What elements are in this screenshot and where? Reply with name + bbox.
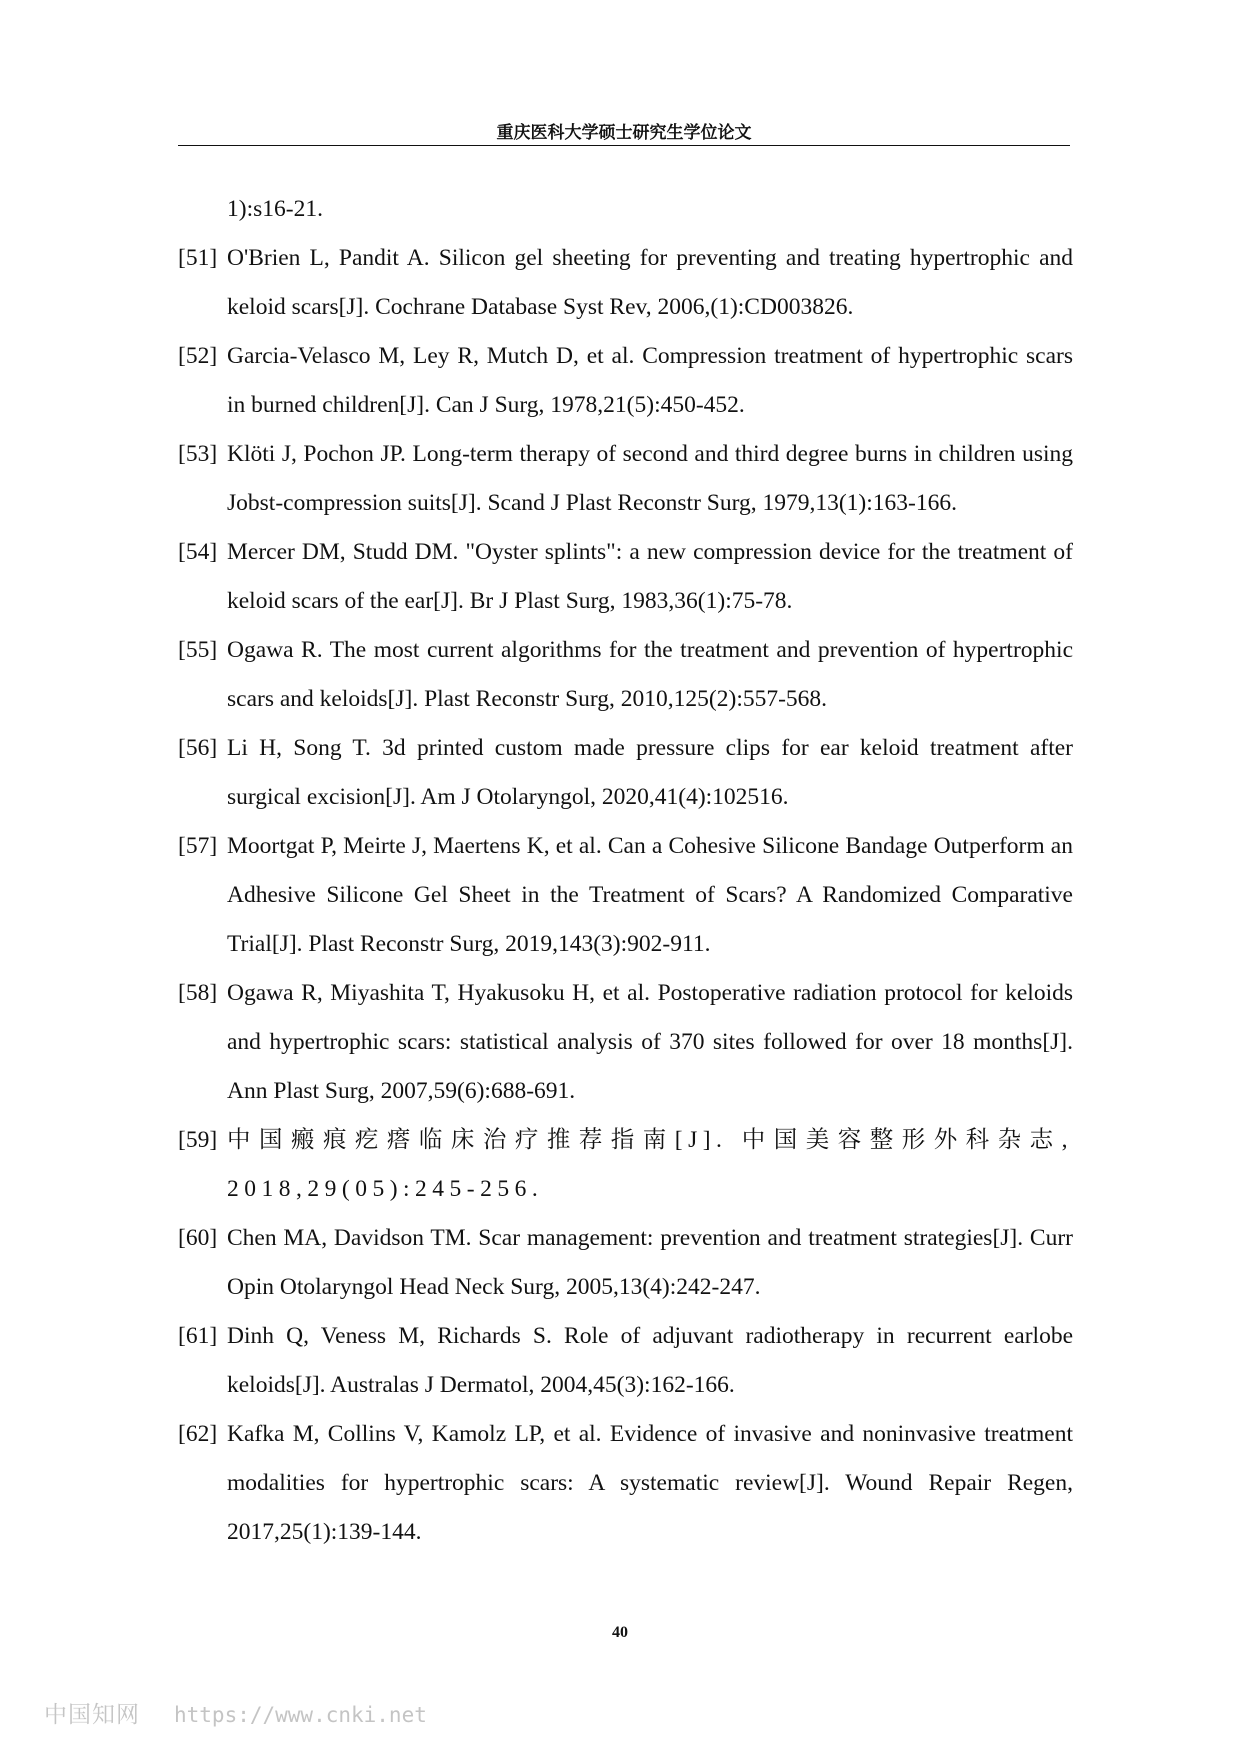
reference-item	[178, 430, 1073, 528]
reference-item	[178, 1116, 1073, 1214]
reference-number: [57]	[178, 833, 218, 859]
reference-text: Ogawa R, Miyashita T, Hyakusoku H, et al. Postoperative radiation protocol for keloids and hypertrophic scars: statistical analysis of 370 sites followed for over 18 months[J]. Ann Plast Surg, 2007,59(6):688-691.	[227, 980, 1073, 1104]
reference-text: Ogawa R. The most current algorithms for the treatment and prevention of hypertrophic scars and keloids[J]. Plast Reconstr Surg, 2010,125(2):557-568.	[227, 637, 1073, 712]
reference-item	[178, 1214, 1073, 1312]
watermark-url: https://www.cnki.net	[174, 1703, 427, 1727]
cnki-watermark	[44, 1696, 427, 1729]
reference-text: Li H, Song T. 3d printed custom made pressure clips for ear keloid treatment after surgical excision[J]. Am J Otolaryngol, 2020,41(4):102516.	[227, 735, 1073, 810]
header-rule	[178, 145, 1070, 146]
reference-number: [51]	[178, 245, 218, 271]
reference-text: Klöti J, Pochon JP. Long-term therapy of second and third degree burns in children using Jobst-compression suits[J]. Scand J Plast Reconstr Surg, 1979,13(1):163-166.	[227, 441, 1073, 516]
reference-item	[178, 626, 1073, 724]
reference-number: [62]	[178, 1421, 218, 1447]
reference-text: Mercer DM, Studd DM. "Oyster splints": a new compression device for the treatment of keloid scars of the ear[J]. Br J Plast Surg, 1983,36(1):75-78.	[227, 539, 1073, 614]
reference-number: [52]	[178, 343, 218, 369]
reference-text: Kafka M, Collins V, Kamolz LP, et al. Evidence of invasive and noninvasive treatment modalities for hypertrophic scars: A systematic review[J]. Wound Repair Regen, 2017,25(1):139-144.	[227, 1421, 1073, 1545]
reference-item	[178, 528, 1073, 626]
reference-item	[178, 969, 1073, 1116]
running-header: 重庆医科大学硕士研究生学位论文	[496, 123, 752, 143]
watermark-brand: 中国知网	[44, 1702, 140, 1728]
reference-number: [60]	[178, 1225, 218, 1251]
reference-number: [53]	[178, 441, 218, 467]
reference-item	[178, 822, 1073, 969]
reference-list	[178, 185, 1073, 1557]
page-number: 40	[612, 1624, 628, 1641]
reference-text: Garcia-Velasco M, Ley R, Mutch D, et al. Compression treatment of hypertrophic scars in burned children[J]. Can J Surg, 1978,21(5):450-452.	[227, 343, 1073, 418]
reference-number: [59]	[178, 1127, 218, 1153]
reference-number: [58]	[178, 980, 218, 1006]
reference-number: [54]	[178, 539, 218, 565]
reference-text: Moortgat P, Meirte J, Maertens K, et al. Can a Cohesive Silicone Bandage Outperform an Adhesive Silicone Gel Sheet in the Treatment of Scars? A Randomized Comparative Trial[J]. Plast Reconstr Surg, 2019,143(3):902-911.	[227, 833, 1073, 957]
reference-number: [61]	[178, 1323, 218, 1349]
reference-number: [56]	[178, 735, 218, 761]
reference-number: [55]	[178, 637, 218, 663]
reference-item	[178, 724, 1073, 822]
reference-item	[178, 332, 1073, 430]
reference-text: O'Brien L, Pandit A. Silicon gel sheeting for preventing and treating hypertrophic and keloid scars[J]. Cochrane Database Syst Rev, 2006,(1):CD003826.	[227, 245, 1073, 320]
reference-text: Chen MA, Davidson TM. Scar management: prevention and treatment strategies[J]. Curr Opin Otolaryngol Head Neck Surg, 2005,13(4):242-247.	[227, 1225, 1073, 1300]
reference-continuation: 1):s16-21.	[227, 196, 323, 222]
reference-text: Dinh Q, Veness M, Richards S. Role of adjuvant radiotherapy in recurrent earlobe keloids[J]. Australas J Dermatol, 2004,45(3):162-166.	[227, 1323, 1073, 1398]
reference-item	[178, 234, 1073, 332]
reference-item	[178, 1312, 1073, 1410]
reference-item	[178, 1410, 1073, 1557]
reference-text: 中国瘢痕疙瘩临床治疗推荐指南[J]. 中国美容整形外科杂志, 2018,29(05):245-256.	[227, 1127, 1073, 1202]
